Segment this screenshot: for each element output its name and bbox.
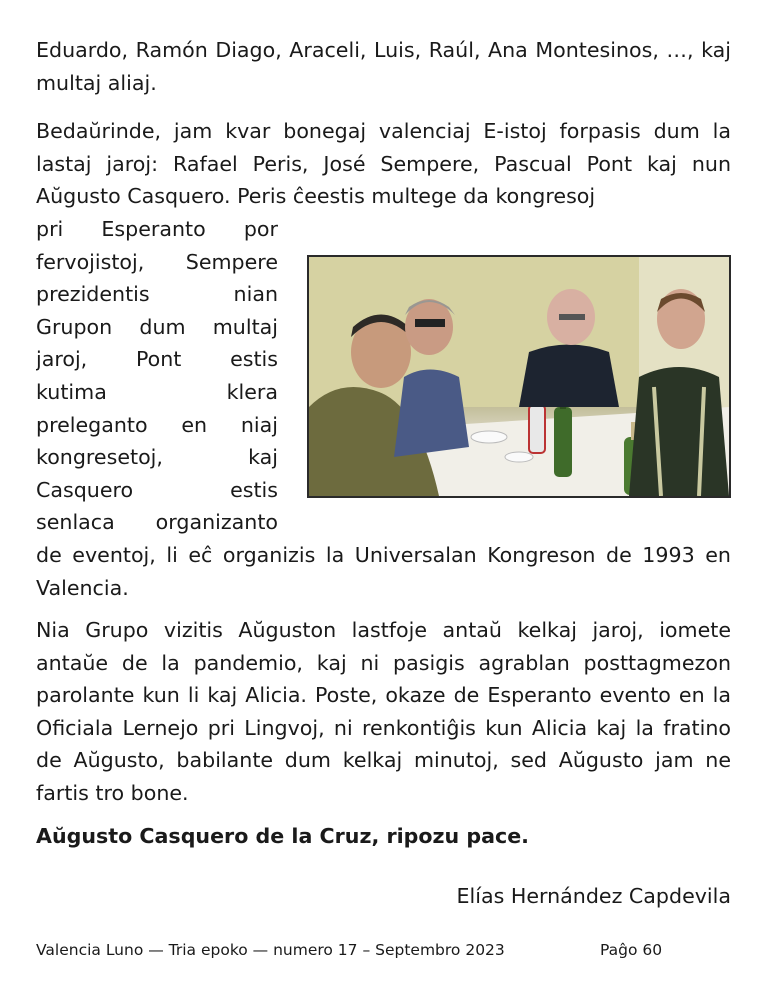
author-signature: Elías Hernández Capdevila bbox=[456, 884, 731, 908]
paragraph-names-list: Eduardo, Ramón Diago, Araceli, Luis, Raúl, Ana Montesinos, …, kaj multaj aliaj. bbox=[36, 38, 731, 95]
wrapped-line: senlaca organizanto bbox=[36, 510, 278, 535]
paragraph-intro-deaths: Bedaŭrinde, jam kvar bonegaj valenciaj E-istoj forpasis dum la lastaj jaroj: Rafael Peris, José Sempere, Pascual Pont kaj nun Aŭgusto Casquero. Peris ĉeestis multege da kongresoj bbox=[36, 119, 731, 209]
wrapped-line: preleganto en niaj bbox=[36, 412, 278, 437]
wrapped-line: fervojistoj, Sempere bbox=[36, 249, 278, 274]
footer-publication: Valencia Luno — Tria epoko — numero 17 – Septembro 2023 bbox=[36, 941, 505, 959]
wrapped-line: jaroj, Pont estis bbox=[36, 347, 278, 372]
group-photo bbox=[307, 255, 731, 498]
wrapped-line: Grupon dum multaj bbox=[36, 314, 278, 339]
group-photo-illustration bbox=[309, 257, 729, 496]
wrapped-line: kongresetoj, kaj bbox=[36, 445, 278, 470]
page-number: Paĝo 60 bbox=[600, 941, 663, 959]
paragraph-last-visit: Nia Grupo vizitis Aŭguston lastfoje antaŭ kelkaj jaroj, iomete antaŭe de la pandemio, kaj ni pasigis agrablan posttagmezon parolante kun li kaj Alicia. Poste, okaze de Esperanto evento en la Oficiala Lernejo pri Lingvoj, ni renkontiĝis kun Alicia kaj la fratino de Aŭgusto, babilante dum kelkaj minutoj, sed Aŭgusto jam ne fartis tro bone. bbox=[36, 618, 731, 805]
wrapped-line: prezidentis nian bbox=[36, 282, 278, 307]
wrapped-line: Casquero estis bbox=[36, 477, 278, 502]
wrapped-text-column bbox=[36, 213, 278, 539]
wrapped-line: kutima klera bbox=[36, 379, 278, 404]
closing-line: Aŭgusto Casquero de la Cruz, ripozu pace. bbox=[36, 824, 530, 848]
wrapped-line: pri Esperanto por bbox=[36, 217, 278, 241]
paragraph-universal-congress: de eventoj, li eĉ organizis la Universalan Kongreson de 1993 en Valencia. bbox=[36, 543, 731, 600]
